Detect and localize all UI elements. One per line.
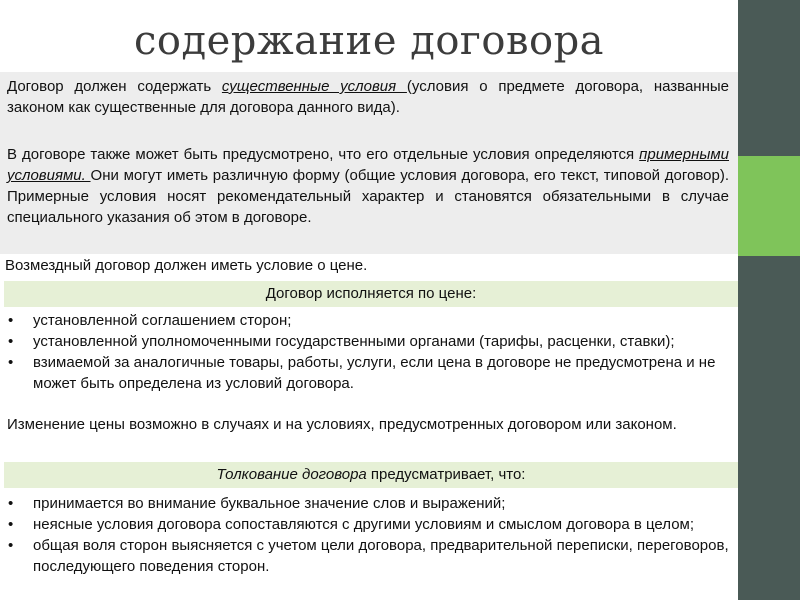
list-item <box>0 493 738 514</box>
interpretation-header <box>4 462 738 488</box>
model-terms-paragraph <box>7 144 729 228</box>
interpretation-term: Толкование договора <box>216 466 367 483</box>
price-header: Договор исполняется по цене: <box>4 281 738 307</box>
price-list <box>0 310 738 394</box>
bullet-icon: • <box>8 312 14 329</box>
sidebar-accent <box>738 156 800 256</box>
slide-title: содержание договора <box>133 18 605 64</box>
essential-terms-paragraph <box>7 76 729 118</box>
list-item-text: общая воля сторон выясняется с учетом цели договора, предварительной переписки, переговоров, последующего поведения сторон. <box>33 537 729 575</box>
list-item <box>0 514 738 535</box>
list-item <box>0 352 738 394</box>
essential-terms-term: существенные условия <box>221 78 407 95</box>
paragraph-text: Они могут иметь различную форму (общие условия договора, его текст, типовой договор). Примерные условия носят рекомендательный характер и становятся обязательными в случае специального указания об этом в договоре. <box>7 167 730 226</box>
bullet-icon: • <box>8 537 14 554</box>
decorative-sidebar <box>738 0 800 600</box>
bullet-icon: • <box>8 495 14 512</box>
interpretation-list <box>0 493 738 577</box>
list-item-text: неясные условия договора сопоставляются с другими условиям и смыслом договора в целом; <box>33 516 695 533</box>
list-item-text: установленной соглашением сторон; <box>33 312 292 329</box>
bullet-icon: • <box>8 354 14 371</box>
model-terms-term: примерными условиями. <box>7 146 729 184</box>
price-change-paragraph: Изменение цены возможно в случаях и на условиях, предусмотренных договором или законом. <box>7 416 677 433</box>
paragraph-text: (условия о предмете договора, названные законом как существенные для договора данного вида). <box>7 78 729 116</box>
bullet-icon: • <box>8 516 14 533</box>
list-item-text: установленной уполномоченными государственными органами (тарифы, расценки, ставки); <box>33 333 675 350</box>
bullet-icon: • <box>8 333 14 350</box>
interpretation-header-text: предусматривает, что: <box>366 466 526 483</box>
paragraph-text: В договоре также может быть предусмотрено, что его отдельные условия определяются <box>7 146 640 163</box>
list-item <box>0 535 738 577</box>
list-item-text: взимаемой за аналогичные товары, работы, услуги, если цена в договоре не предусмотрена и не может быть определена из условий договора. <box>33 354 716 392</box>
list-item <box>0 331 738 352</box>
paragraph-text: Договор должен содержать <box>7 78 222 95</box>
list-item <box>0 310 738 331</box>
compensated-contract-line: Возмездный договор должен иметь условие о цене. <box>5 257 368 274</box>
list-item-text: принимается во внимание буквальное значение слов и выражений; <box>33 495 506 512</box>
